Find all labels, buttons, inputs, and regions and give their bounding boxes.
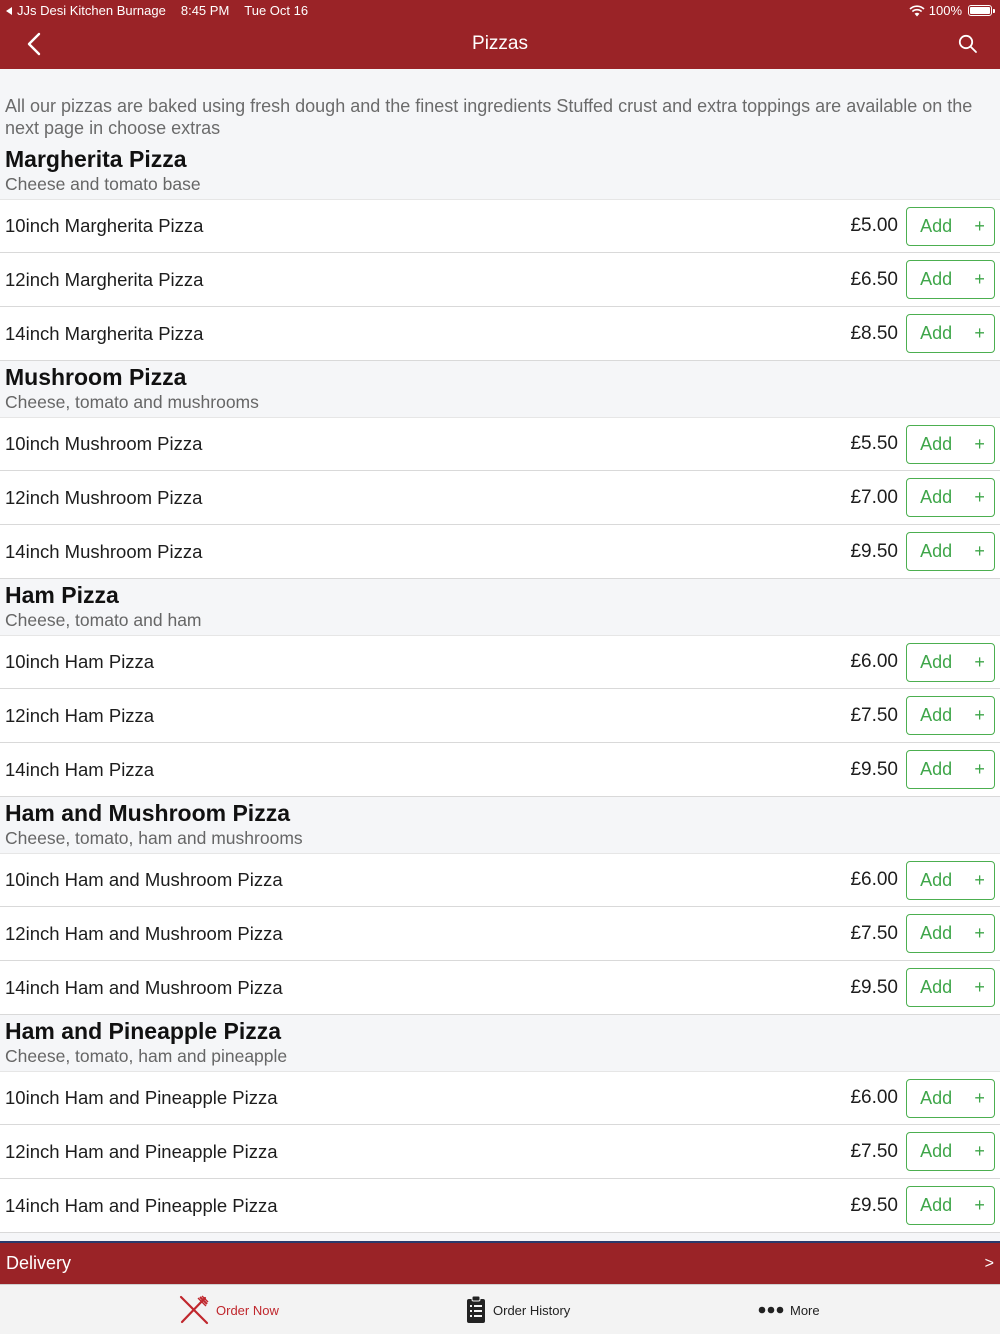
add-label: Add xyxy=(920,1141,953,1161)
back-app-name: JJs Desi Kitchen Burnage xyxy=(17,3,166,18)
delivery-label: Delivery xyxy=(6,1253,72,1273)
menu-item-row[interactable] xyxy=(0,1071,1000,1125)
item-name: 12inch Ham and Mushroom Pizza xyxy=(5,922,283,944)
plus-icon: + xyxy=(974,977,985,997)
plus-icon: + xyxy=(974,869,985,890)
menu-item-row[interactable] xyxy=(0,853,1000,907)
add-label: Add xyxy=(920,759,953,779)
tab-more[interactable] xyxy=(758,1285,820,1334)
category-title: Ham Pizza xyxy=(5,582,119,608)
category-header xyxy=(0,1015,1000,1071)
add-button[interactable] xyxy=(906,643,995,682)
add-label: Add xyxy=(920,433,953,454)
item-name: 14inch Ham and Pineapple Pizza xyxy=(5,1194,278,1216)
add-button[interactable] xyxy=(906,260,995,299)
tab-order-history-label: Order History xyxy=(493,1302,571,1318)
item-price: £7.50 xyxy=(850,1140,898,1162)
category-header xyxy=(0,579,1000,635)
add-button[interactable] xyxy=(906,314,995,353)
menu-list[interactable] xyxy=(0,69,1000,1241)
tab-order-now-label: Order Now xyxy=(216,1302,279,1318)
item-price: £9.50 xyxy=(850,540,898,562)
category-description: Cheese, tomato and ham xyxy=(5,610,202,630)
add-button[interactable] xyxy=(906,914,995,953)
search-icon xyxy=(958,34,978,54)
add-button[interactable] xyxy=(906,532,995,571)
tab-order-history[interactable] xyxy=(465,1285,570,1334)
item-price: £7.50 xyxy=(850,704,898,726)
tab-bar xyxy=(0,1284,1000,1334)
fork-knife-icon xyxy=(178,1294,210,1326)
menu-item-row[interactable] xyxy=(0,961,1000,1015)
delivery-chevron-icon: > xyxy=(984,1254,994,1272)
menu-item-row[interactable] xyxy=(0,253,1000,307)
item-price: £9.50 xyxy=(850,976,898,998)
item-name: 14inch Ham and Mushroom Pizza xyxy=(5,976,283,998)
item-name: 10inch Ham Pizza xyxy=(5,651,155,672)
plus-icon: + xyxy=(974,759,985,779)
category-header xyxy=(0,143,1000,199)
add-label: Add xyxy=(920,869,953,890)
item-name: 12inch Margherita Pizza xyxy=(5,268,204,290)
nav-bar xyxy=(0,20,1000,69)
menu-item-row[interactable] xyxy=(0,307,1000,361)
add-label: Add xyxy=(920,923,953,943)
item-price: £6.50 xyxy=(850,268,898,290)
item-name: 10inch Mushroom Pizza xyxy=(5,433,203,454)
add-button[interactable] xyxy=(906,696,995,735)
plus-icon: + xyxy=(974,1195,985,1215)
plus-icon: + xyxy=(974,433,985,454)
item-name: 10inch Margherita Pizza xyxy=(5,215,204,236)
menu-item-row[interactable] xyxy=(0,525,1000,579)
add-button[interactable] xyxy=(906,861,995,900)
item-name: 14inch Ham Pizza xyxy=(5,758,155,780)
item-price: £9.50 xyxy=(850,758,898,780)
item-name: 14inch Margherita Pizza xyxy=(5,322,204,344)
category-description: Cheese, tomato, ham and pineapple xyxy=(5,1046,288,1066)
item-price: £7.00 xyxy=(850,486,898,508)
plus-icon: + xyxy=(974,215,985,236)
more-dots-icon xyxy=(758,1305,784,1315)
clipboard-icon xyxy=(465,1295,487,1325)
category-header xyxy=(0,361,1000,417)
tab-more-label: More xyxy=(790,1302,820,1318)
menu-item-row[interactable] xyxy=(0,635,1000,689)
item-name: 10inch Ham and Pineapple Pizza xyxy=(5,1087,278,1108)
tab-order-now[interactable] xyxy=(178,1285,279,1334)
item-price: £9.50 xyxy=(850,1194,898,1216)
wifi-icon xyxy=(909,5,925,17)
add-label: Add xyxy=(920,705,953,725)
item-price: £5.00 xyxy=(850,215,898,236)
battery-percent: 100% xyxy=(928,3,962,18)
add-button[interactable] xyxy=(906,207,995,246)
status-time: 8:45 PM xyxy=(180,3,230,18)
plus-icon: + xyxy=(974,923,985,943)
category-description: Cheese, tomato and mushrooms xyxy=(5,392,259,412)
item-price: £7.50 xyxy=(850,922,898,944)
add-button[interactable] xyxy=(906,968,995,1007)
category-title: Mushroom Pizza xyxy=(5,364,187,390)
item-name: 12inch Ham Pizza xyxy=(5,704,155,726)
plus-icon: + xyxy=(974,1141,985,1161)
add-label: Add xyxy=(920,541,953,561)
plus-icon: + xyxy=(974,1087,985,1108)
category-title: Ham and Pineapple Pizza xyxy=(5,1018,282,1044)
menu-item-row[interactable] xyxy=(0,689,1000,743)
category-description: Cheese, tomato, ham and mushrooms xyxy=(5,828,303,848)
item-price: £8.50 xyxy=(850,322,898,344)
item-name: 12inch Mushroom Pizza xyxy=(5,486,203,508)
item-name: 10inch Ham and Mushroom Pizza xyxy=(5,869,283,890)
menu-item-row[interactable] xyxy=(0,199,1000,253)
add-button[interactable] xyxy=(906,1079,995,1118)
add-button[interactable] xyxy=(906,1132,995,1171)
status-date: Tue Oct 16 xyxy=(244,3,309,18)
menu-item-row[interactable] xyxy=(0,743,1000,797)
add-label: Add xyxy=(920,215,953,236)
category-title: Ham and Mushroom Pizza xyxy=(5,800,290,826)
menu-item-row[interactable] xyxy=(0,471,1000,525)
battery-icon xyxy=(968,5,992,16)
item-name: 14inch Mushroom Pizza xyxy=(5,540,203,562)
plus-icon: + xyxy=(974,269,985,289)
add-label: Add xyxy=(920,487,953,507)
add-button[interactable] xyxy=(906,425,995,464)
menu-item-row[interactable] xyxy=(0,1125,1000,1179)
item-price: £5.50 xyxy=(850,433,898,454)
item-name: 12inch Ham and Pineapple Pizza xyxy=(5,1140,278,1162)
menu-item-row[interactable] xyxy=(0,1179,1000,1233)
plus-icon: + xyxy=(974,705,985,725)
menu-item-row[interactable] xyxy=(0,417,1000,471)
search-button[interactable] xyxy=(952,28,984,60)
status-right xyxy=(909,3,992,18)
item-price: £6.00 xyxy=(850,651,898,672)
categories-container xyxy=(0,143,1000,1233)
status-back-to-app[interactable] xyxy=(6,3,323,18)
add-label: Add xyxy=(920,1087,953,1108)
add-label: Add xyxy=(920,269,953,289)
add-label: Add xyxy=(920,323,953,343)
add-button[interactable] xyxy=(906,1186,995,1225)
add-label: Add xyxy=(920,1195,953,1215)
category-description: Cheese and tomato base xyxy=(5,174,201,194)
category-title: Margherita Pizza xyxy=(5,146,187,172)
intro-text: All our pizzas are baked using fresh dough and the finest ingredients Stuffed crust and extra toppings are available on the next page in choose extras xyxy=(0,69,1000,143)
status-bar xyxy=(0,0,1000,20)
add-label: Add xyxy=(920,977,953,997)
back-to-app-icon xyxy=(6,7,12,15)
add-label: Add xyxy=(920,651,953,672)
top-bar xyxy=(0,0,1000,69)
delivery-bar[interactable] xyxy=(0,1241,1000,1284)
add-button[interactable] xyxy=(906,750,995,789)
category-header xyxy=(0,797,1000,853)
item-price: £6.00 xyxy=(850,1087,898,1108)
item-price: £6.00 xyxy=(850,869,898,890)
menu-item-row[interactable] xyxy=(0,907,1000,961)
plus-icon: + xyxy=(974,541,985,561)
plus-icon: + xyxy=(974,487,985,507)
plus-icon: + xyxy=(974,323,985,343)
add-button[interactable] xyxy=(906,478,995,517)
page-title: Pizzas xyxy=(472,33,528,54)
plus-icon: + xyxy=(974,651,985,672)
